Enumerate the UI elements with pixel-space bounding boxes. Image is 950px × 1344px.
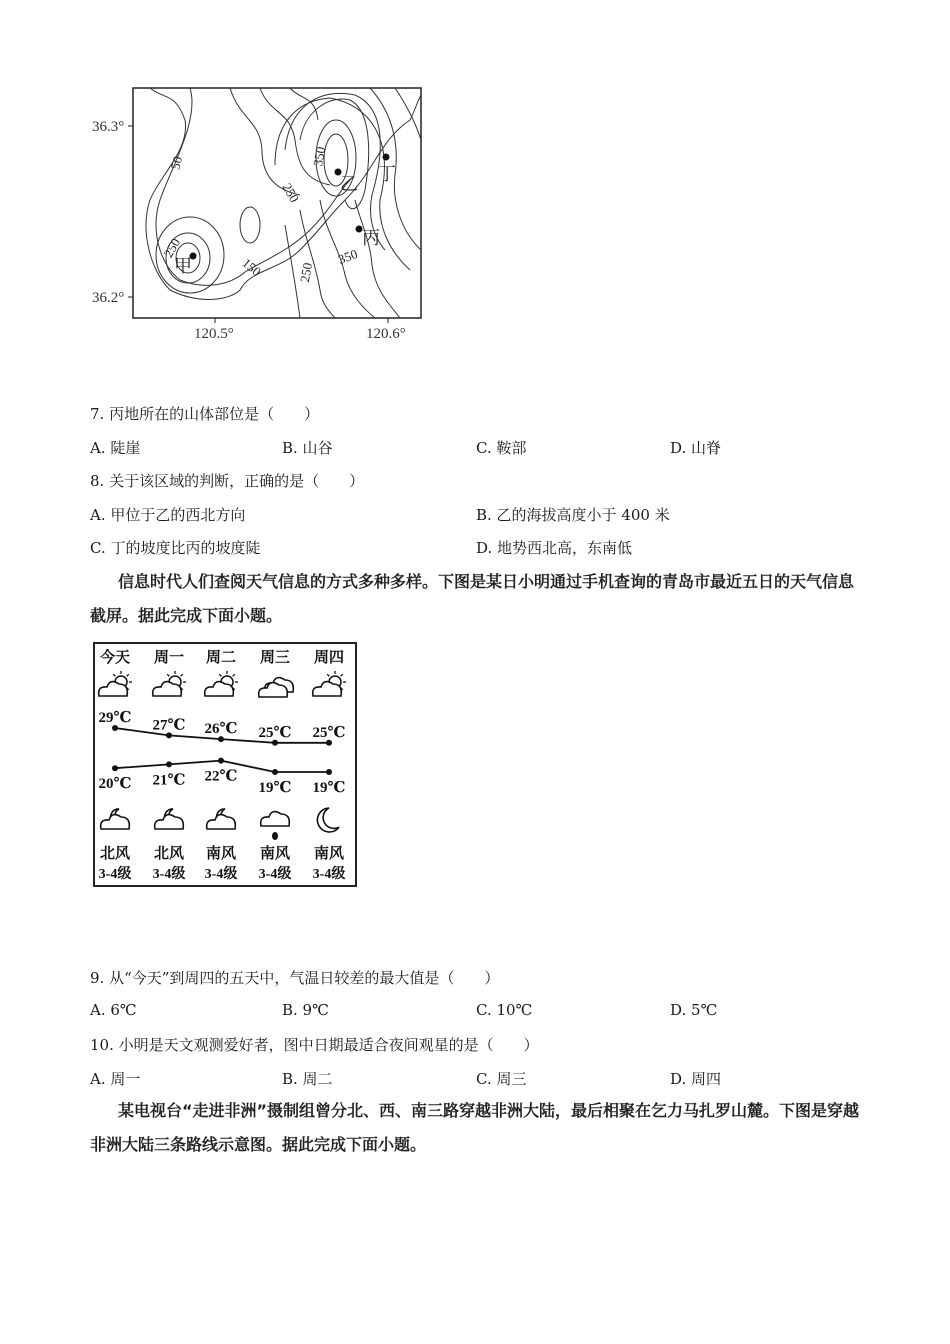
question-9-option-c[interactable]: C. 10℃: [476, 1001, 533, 1019]
point-label-jia: 甲: [174, 256, 192, 276]
question-8-option-c[interactable]: C. 丁的坡度比丙的坡度陡: [90, 539, 261, 557]
day-label: 周三: [259, 650, 291, 666]
contour-label: 50: [167, 154, 186, 172]
weather-intro-paragraph: 信息时代人们查阅天气信息的方式多种多样。下图是某日小明通过手机查询的青岛市最近五日的天气信息截屏。据此完成下面小题。: [90, 572, 855, 625]
question-7-option-d[interactable]: D. 山脊: [670, 439, 722, 457]
point-label-bing: 丙: [362, 228, 380, 248]
question-9-option-d[interactable]: D. 5℃: [670, 1001, 718, 1019]
question-8-option-d[interactable]: D. 地势西北高，东南低: [476, 539, 633, 557]
point-label-ding: 丁: [378, 164, 396, 184]
low-temperature-label: 21℃: [152, 772, 186, 789]
high-temperature-label: 29℃: [98, 710, 132, 726]
wind-direction-label: 北风: [99, 846, 131, 862]
question-7-stem: 7. 丙地所在的山体部位是（ ）: [90, 405, 320, 423]
wind-level-label: 3-4级: [258, 867, 292, 882]
high-temperature-label: 26℃: [204, 721, 238, 738]
question-8-option-a[interactable]: A. 甲位于乙的西北方向: [90, 506, 246, 524]
contour-label: 350: [336, 246, 360, 267]
lat-label: 36.3°: [92, 119, 125, 135]
wind-direction-label: 北风: [153, 846, 185, 862]
wind-direction-label: 南风: [259, 846, 291, 862]
contour-label: 150: [239, 255, 265, 280]
day-label: 周一: [153, 650, 185, 666]
question-10-stem: 10. 小明是天文观测爱好者，图中日期最适合夜间观星的是（ ）: [90, 1036, 539, 1054]
question-10-option-d[interactable]: D. 周四: [670, 1070, 722, 1088]
high-temperature-label: 25℃: [312, 724, 346, 741]
topographic-map: [80, 80, 440, 345]
wind-level-label: 3-4级: [312, 867, 346, 882]
contour-label: 250: [296, 261, 316, 284]
low-temperature-label: 19℃: [258, 780, 292, 796]
day-label: 今天: [99, 650, 131, 666]
day-label: 周二: [205, 650, 237, 666]
low-temperature-point: [272, 769, 278, 775]
question-10-option-a[interactable]: A. 周一: [90, 1070, 141, 1088]
contour-label: 250: [160, 235, 184, 261]
wind-level-label: 3-4级: [152, 867, 186, 882]
weather-forecast-figure: [93, 642, 358, 887]
point-ding: [383, 154, 390, 161]
high-temperature-label: 25℃: [258, 724, 292, 741]
question-7-option-c[interactable]: C. 鞍部: [476, 439, 527, 457]
wind-level-label: 3-4级: [204, 867, 238, 882]
lat-label: 36.2°: [92, 290, 125, 306]
wind-direction-label: 南风: [313, 846, 345, 862]
wind-level-label: 3-4级: [98, 867, 132, 882]
question-8-option-b[interactable]: B. 乙的海拔高度小于 400 米: [476, 506, 670, 524]
wind-direction-label: 南风: [205, 846, 237, 862]
low-temperature-point: [218, 758, 224, 764]
question-10-option-b[interactable]: B. 周二: [282, 1070, 333, 1088]
contour-label: 350: [310, 145, 329, 168]
low-temperature-label: 19℃: [312, 780, 346, 796]
question-10-option-c[interactable]: C. 周三: [476, 1070, 527, 1088]
question-7-option-a[interactable]: A. 陡崖: [90, 439, 141, 457]
question-9-stem: 9. 从“今天”到周四的五天中，气温日较差的最大值是（ ）: [90, 969, 500, 987]
day-label: 周四: [313, 650, 345, 666]
low-temperature-point: [166, 761, 172, 767]
africa-intro-paragraph: 某电视台“走进非洲”摄制组曾分北、西、南三路穿越非洲大陆，最后相聚在乞力马扎罗山麓。下图是穿越非洲大陆三条路线示意图。据此完成下面小题。: [90, 1101, 860, 1154]
lon-label: 120.5°: [194, 326, 234, 342]
low-temperature-label: 22℃: [204, 768, 238, 785]
question-9-option-b[interactable]: B. 9℃: [282, 1001, 329, 1019]
low-temperature-label: 20℃: [98, 776, 132, 793]
question-8-stem: 8. 关于该区域的判断，正确的是（ ）: [90, 472, 365, 490]
contour-label: 250: [279, 180, 303, 205]
question-7-option-b[interactable]: B. 山谷: [282, 439, 333, 457]
high-temperature-label: 27℃: [152, 717, 186, 734]
point-label-yi: 乙: [340, 174, 358, 194]
low-temperature-point: [326, 769, 332, 775]
lon-label: 120.6°: [366, 326, 406, 342]
low-temperature-point: [112, 765, 118, 771]
question-9-option-a[interactable]: A. 6℃: [90, 1001, 137, 1019]
